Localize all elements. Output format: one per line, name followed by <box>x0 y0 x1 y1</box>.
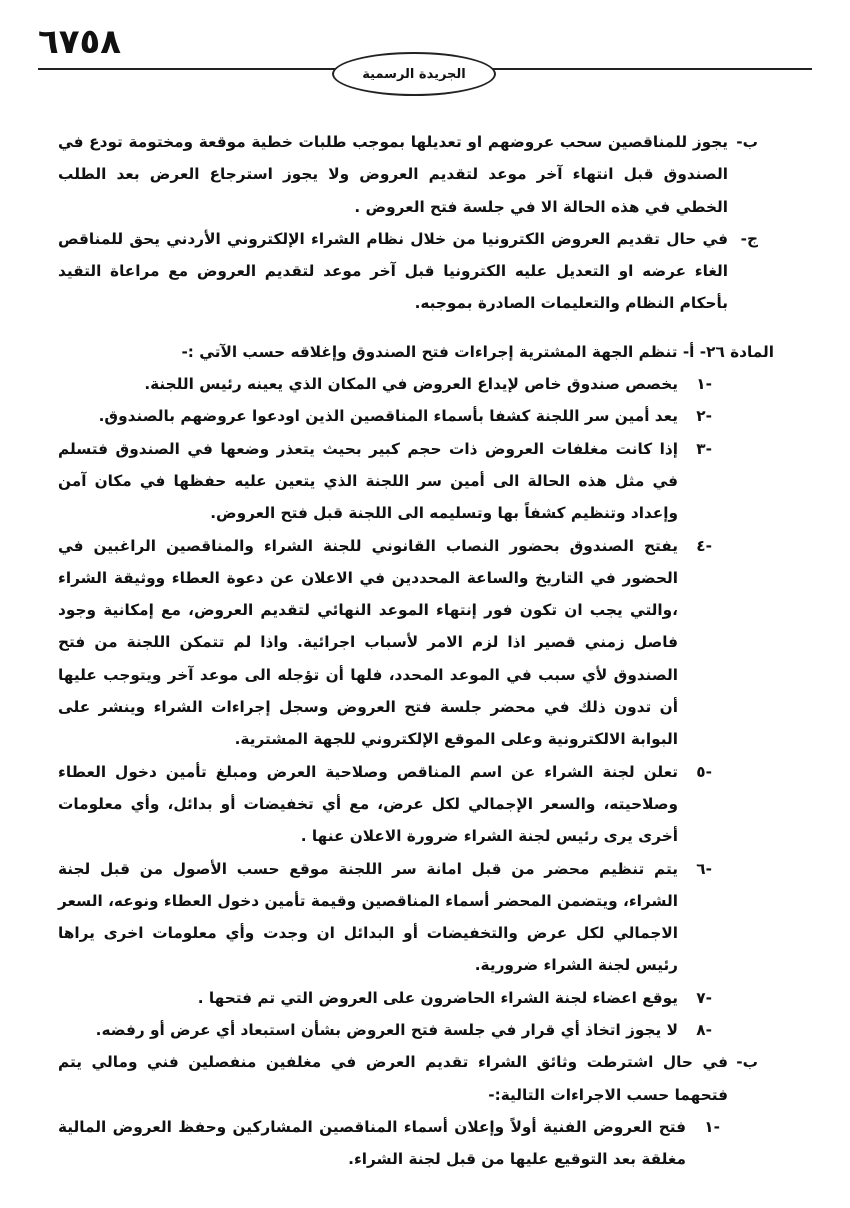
item-text: لا يجوز اتخاذ أي قرار في جلسة فتح العروض بشأن استبعاد أي عرض أو رفضه. <box>95 1021 678 1040</box>
clause-b-two-envelopes <box>58 1046 758 1111</box>
clause-text: في حال اشترطت وثائق الشراء تقديم العرض في مغلفين منفصلين فني ومالي يتم فتحهما حسب الاجراءات التالية:- <box>58 1053 728 1104</box>
item-number: -١ <box>704 1117 720 1136</box>
list-item <box>58 853 720 982</box>
list-item <box>58 368 720 400</box>
clause-text: في حال تقديم العروض الكترونيا من خلال نظام الشراء الإلكتروني الأردني يحق للمناقص الغاء عرضه او التعديل عليه الكترونيا قبل آخر موعد لتقديم العروض مع مراعاة التقيد بأحكام النظام والتعليمات الصادرة بموجبه. <box>58 229 728 313</box>
clause-j-electronic <box>58 223 758 320</box>
gazette-title-oval <box>332 52 496 96</box>
item-text: إذا كانت مغلفات العروض ذات حجم كبير بحيث يتعذر وضعها في الصندوق فتسلم في مثل هذه الحالة الى أمين سر اللجنة الذي يتعين عليه حفظها في مكان آمن وإعداد وتنظيم كشفاً بها وتسليمه الى اللجنة قبل فتح العروض. <box>58 439 678 523</box>
item-text: يفتح الصندوق بحضور النصاب القانوني للجنة الشراء والمناقصين الراغبين في الحضور في التاريخ والساعة المحددين في الاعلان عن دعوة العطاء ووثيقة الشراء ،والتي يجب ان تكون فور إنتهاء الموعد النهائي لتقديم العروض، مع إمكانية وجود فاصل زمني قصير اذا لزم الامر لأسباب اجرائية. واذا لم تتمكن اللجنة من فتح الصندوق لأي سبب في الموعد المحدد، فلها أن تؤجله الى موعد آخر ويتوجب عليها أن تدون ذلك في محضر جلسة فتح العروض وسجل إجراءات الشراء وينشر على البوابة الالكترونية وعلى الموقع الإلكتروني للجهة المشترية. <box>58 536 678 749</box>
item-number: -٤ <box>696 536 712 555</box>
list-item <box>58 982 720 1014</box>
clause-text: يجوز للمناقصين سحب عروضهم او تعديلها بموجب طلبات خطية موقعة ومختومة تودع في الصندوق قبل انتهاء آخر موعد لتقديم العروض ولا يجوز استرجاع العرض بعد الطلب الخطي في هذه الحالة الا في جلسة فتح العروض . <box>58 133 728 216</box>
list-item <box>58 1111 728 1176</box>
item-number: -٣ <box>696 439 712 458</box>
item-text: يخصص صندوق خاص لإيداع العروض في المكان الذي يعينه رئيس اللجنة. <box>144 375 678 394</box>
list-item <box>58 400 720 432</box>
item-number: -٨ <box>696 1021 712 1040</box>
list-item <box>58 530 720 756</box>
clause-marker: ب- <box>736 133 758 151</box>
list-item <box>58 433 720 530</box>
clause-b-withdrawal <box>58 126 758 223</box>
item-number: -٢ <box>696 407 712 426</box>
clause-marker: ب- <box>736 1053 758 1072</box>
item-text: يعد أمين سر اللجنة كشفا بأسماء المناقصين الذين اودعوا عروضهم بالصندوق. <box>98 407 678 426</box>
list-item <box>58 756 720 853</box>
gazette-title: الجريدة الرسمية <box>362 66 466 82</box>
article-26-heading: المادة ٢٦- أ- تنظم الجهة المشترية إجراءات فتح الصندوق وإغلاقه حسب الآتي :- <box>181 342 774 361</box>
clause-marker: ج- <box>740 229 758 248</box>
item-text: فتح العروض الفنية أولاً وإعلان أسماء المناقصين المشاركين وحفظ العروض المالية مغلقة بعد التوقيع عليها من قبل لجنة الشراء. <box>58 1117 686 1169</box>
item-number: -٧ <box>696 988 712 1007</box>
document-body <box>58 126 774 1176</box>
item-text: يوقع اعضاء لجنة الشراء الحاضرون على العروض التي تم فتحها . <box>197 988 678 1007</box>
page-number: ٦٧٥٨ <box>38 22 122 62</box>
item-number: -٦ <box>696 859 712 878</box>
item-number: -١ <box>696 375 712 394</box>
list-item <box>58 1014 720 1046</box>
item-text: يتم تنظيم محضر من قبل امانة سر اللجنة موقع حسب الأصول من قبل لجنة الشراء، ويتضمن المحضر أسماء المناقصين وقيمة تأمين دخول العطاء ونوعه، السعر الاجمالي لكل عرض والتخفيضات أو البدائل ان وجدت وأي معلومات اخرى يراها رئيس لجنة الشراء ضرورية. <box>58 859 678 975</box>
item-number: -٥ <box>696 762 712 781</box>
item-text: تعلن لجنة الشراء عن اسم المناقص وصلاحية العرض ومبلغ تأمين دخول العطاء وصلاحيته، والسعر الإجمالي لكل عرض، مع أي تخفيضات أو بدائل، وأي معلومات أخرى يرى رئيس لجنة الشراء ضرورة الاعلان عنها . <box>58 762 678 846</box>
